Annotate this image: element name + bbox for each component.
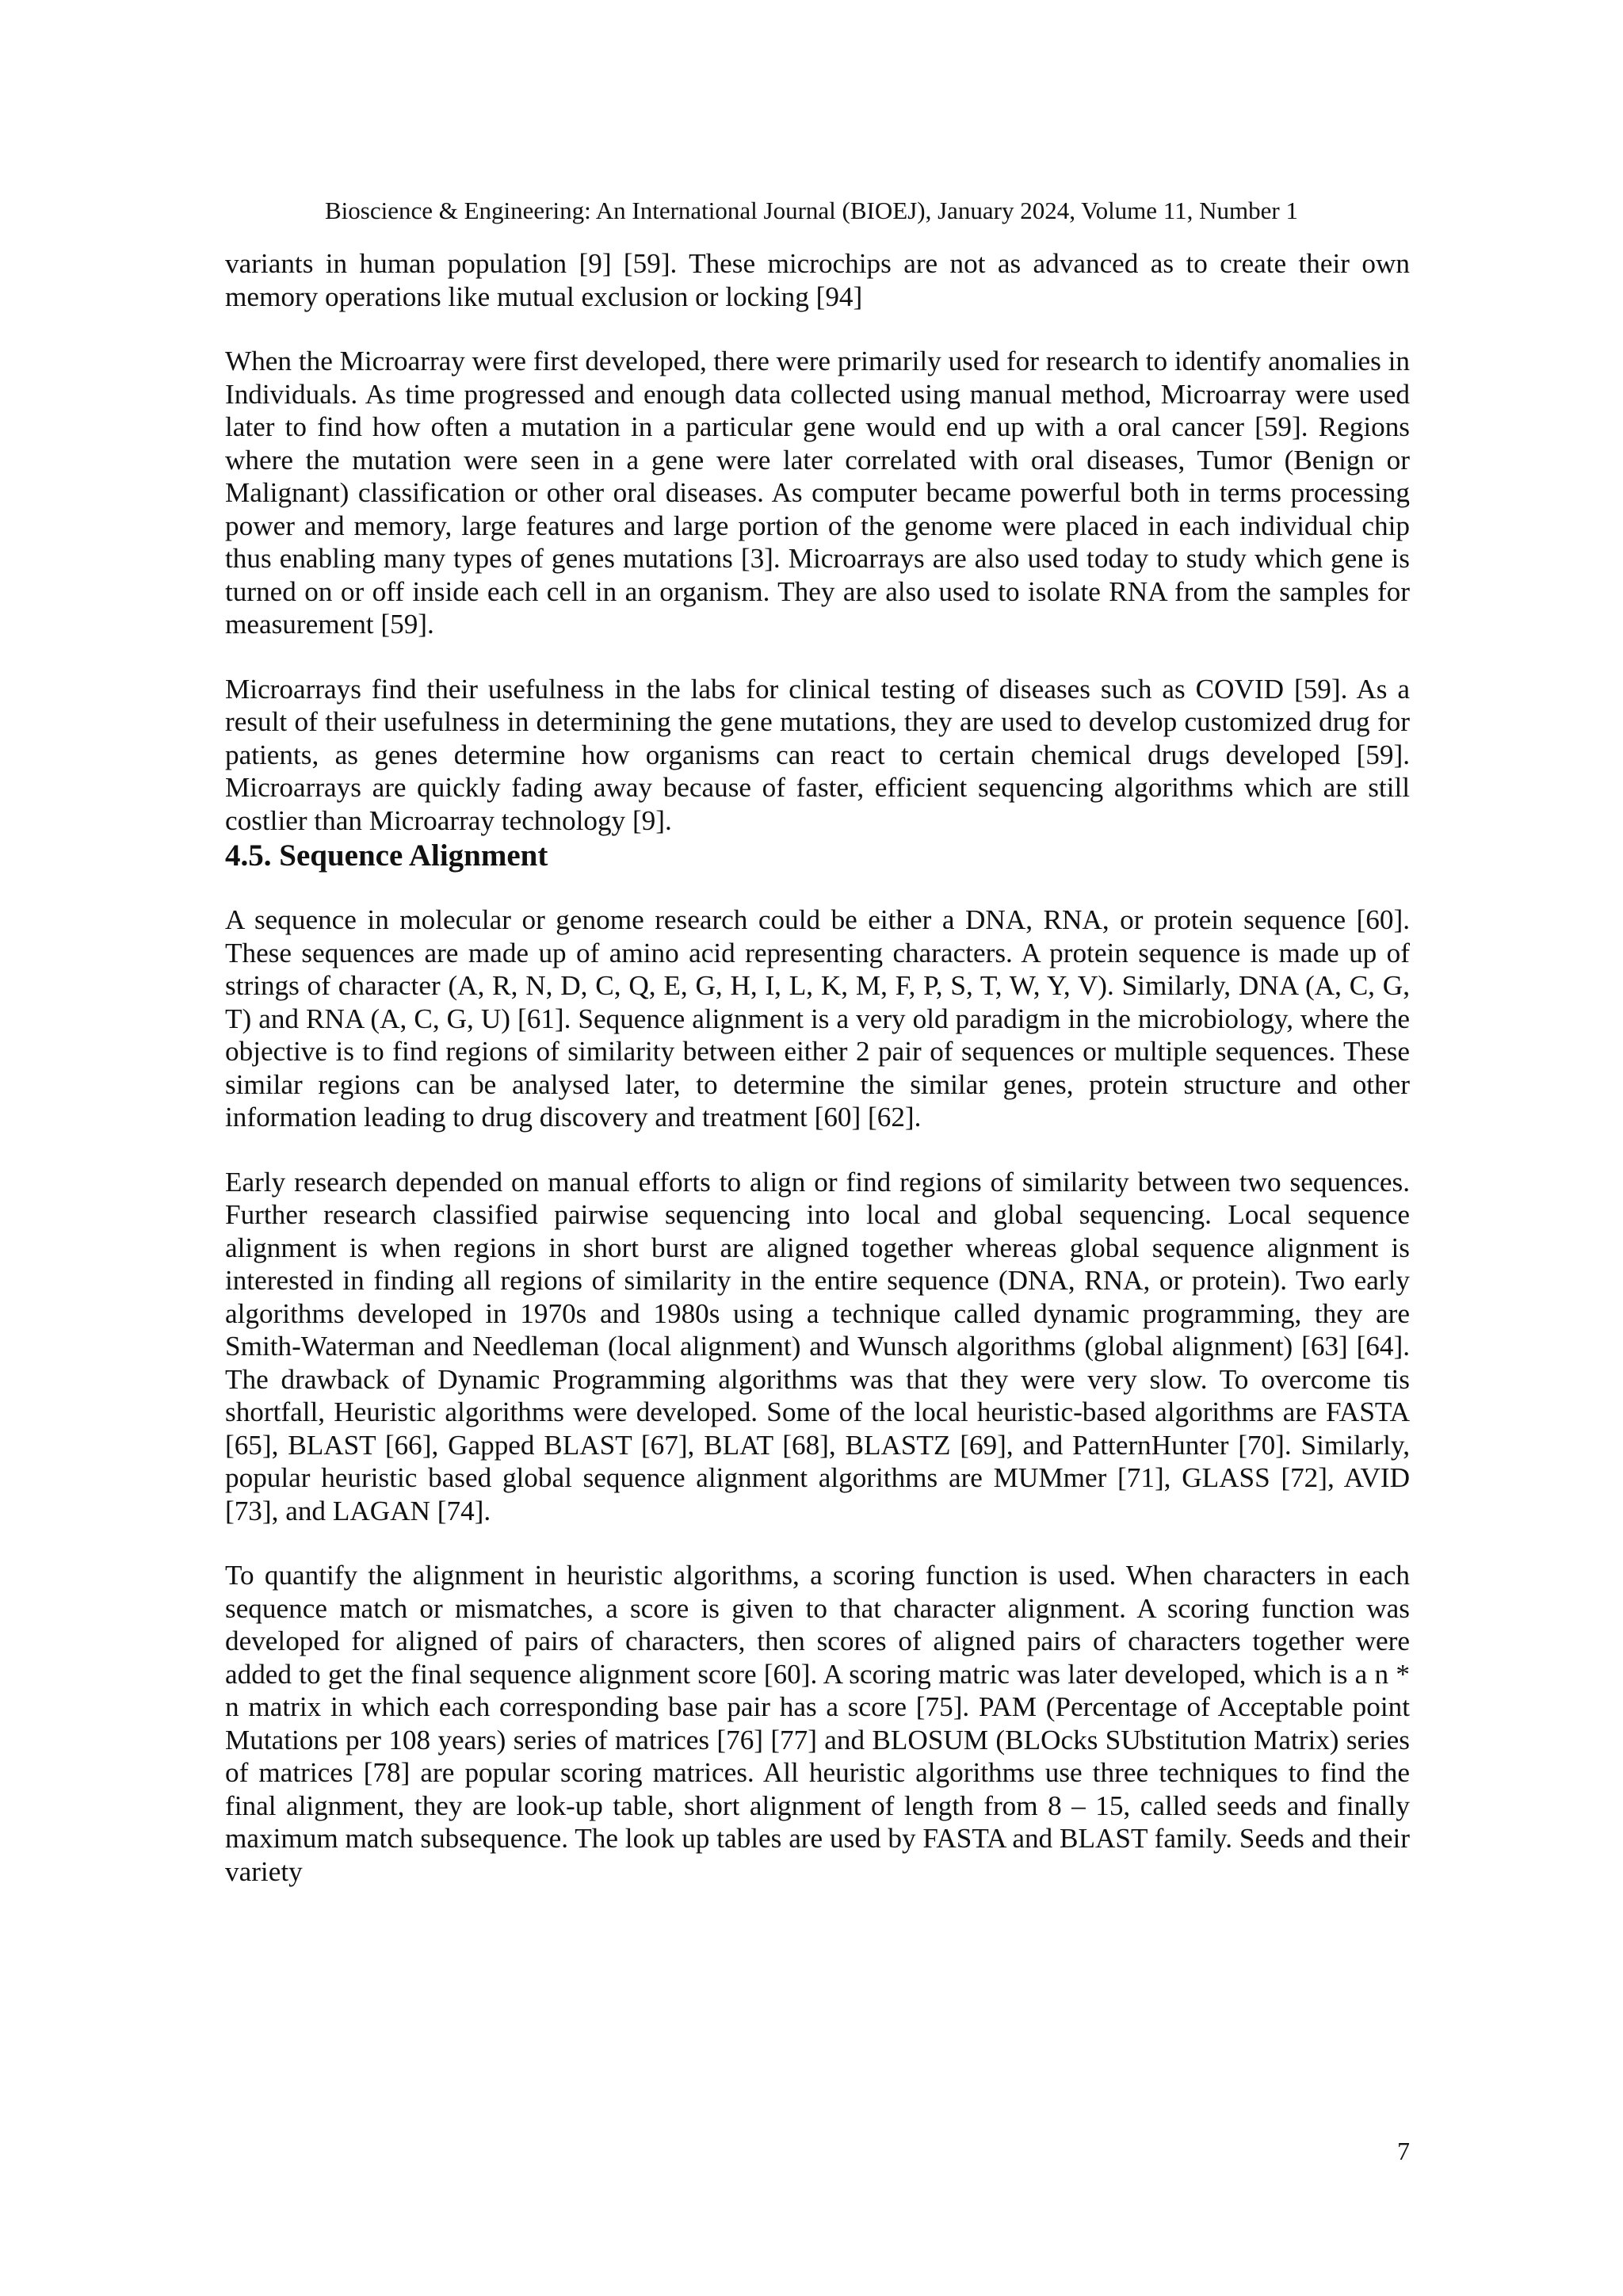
body-paragraph: Early research depended on manual efforts to align or find regions of similarity between two sequences. Further research classified pairwise sequencing into local and global sequencing. Local sequence alignment is when regions in short burst are aligned together whereas global sequence alignment is interested in finding all regions of similarity in the entire sequence (DNA, RNA, or protein). Two early algorithms developed in 1970s and 1980s using a technique called dynamic programming, they are Smith-Waterman and Needleman (local alignment) and Wunsch algorithms (global alignment) [63] [64]. The drawback of Dynamic Programming algorithms was that they were very slow. To overcome tis shortfall, Heuristic algorithms were developed. Some of the local heuristic-based algorithms are FASTA [65], BLAST [66], Gapped BLAST [67], BLAT [68], BLASTZ [69], and PatternHunter [70]. Similarly, popular heuristic based global sequence alignment algorithms are MUMmer [71], GLASS [72], AVID [73], and LAGAN [74]. [225,1166,1410,1526]
section-heading: 4.5. Sequence Alignment [225,839,548,873]
body-paragraph: variants in human population [9] [59]. These microchips are not as advanced as to create their own memory operations like mutual exclusion or locking [94] [225,248,1410,312]
body-paragraph: When the Microarray were first developed, there were primarily used for research to identify anomalies in Individuals. As time progressed and enough data collected using manual method, Microarray were used later to find how often a mutation in a particular gene would end up with a oral cancer [59]. Regions where the mutation were seen in a gene were later correlated with oral diseases, Tumor (Benign or Malignant) classification or other oral diseases. As computer became powerful both in terms processing power and memory, large features and large portion of the genome were placed in each individual chip thus enabling many types of genes mutations [3]. Microarrays are also used today to study which gene is turned on or off inside each cell in an organism. They are also used to isolate RNA from the samples for measurement [59]. [225,346,1410,640]
page-body [225,247,1410,1888]
body-paragraph: A sequence in molecular or genome research could be either a DNA, RNA, or protein sequence [60]. These sequences are made up of amino acid representing characters. A protein sequence is made up of strings of character (A, R, N, D, C, Q, E, G, H, I, L, K, M, F, P, S, T, W, Y, V). Similarly, DNA (A, C, G, T) and RNA (A, C, G, U) [61]. Sequence alignment is a very old paradigm in the microbiology, where the objective is to find regions of similarity between either 2 pair of sequences or multiple sequences. These similar regions can be analysed later, to determine the similar genes, protein structure and other information leading to drug discovery and treatment [60] [62]. [225,904,1410,1133]
running-header: Bioscience & Engineering: An International Journal (BIOEJ), January 2024, Volume 11, Number 1 [325,197,1298,224]
body-paragraph: To quantify the alignment in heuristic algorithms, a scoring function is used. When characters in each sequence match or mismatches, a score is given to that character alignment. A scoring function was developed for aligned of pairs of characters, then scores of aligned pairs of characters together were added to get the final sequence alignment score [60]. A scoring matric was later developed, which is a n * n matrix in which each corresponding base pair has a score [75]. PAM (Percentage of Acceptable point Mutations per 108 years) series of matrices [76] [77] and BLOSUM (BLOcks SUbstitution Matrix) series of matrices [78] are popular scoring matrices. All heuristic algorithms use three techniques to find the final alignment, they are look-up table, short alignment of length from 8 – 15, called seeds and finally maximum match subsequence. The look up tables are used by FASTA and BLAST family. Seeds and their variety [225,1560,1410,1887]
body-paragraph: Microarrays find their usefulness in the labs for clinical testing of diseases such as COVID [59]. As a result of their usefulness in determining the gene mutations, they are used to develop customized drug for patients, as genes determine how organisms can react to certain chemical drugs developed [59]. Microarrays are quickly fading away because of faster, efficient sequencing algorithms which are still costlier than Microarray technology [9]. [225,673,1410,836]
page-number: 7 [1397,2137,1410,2165]
